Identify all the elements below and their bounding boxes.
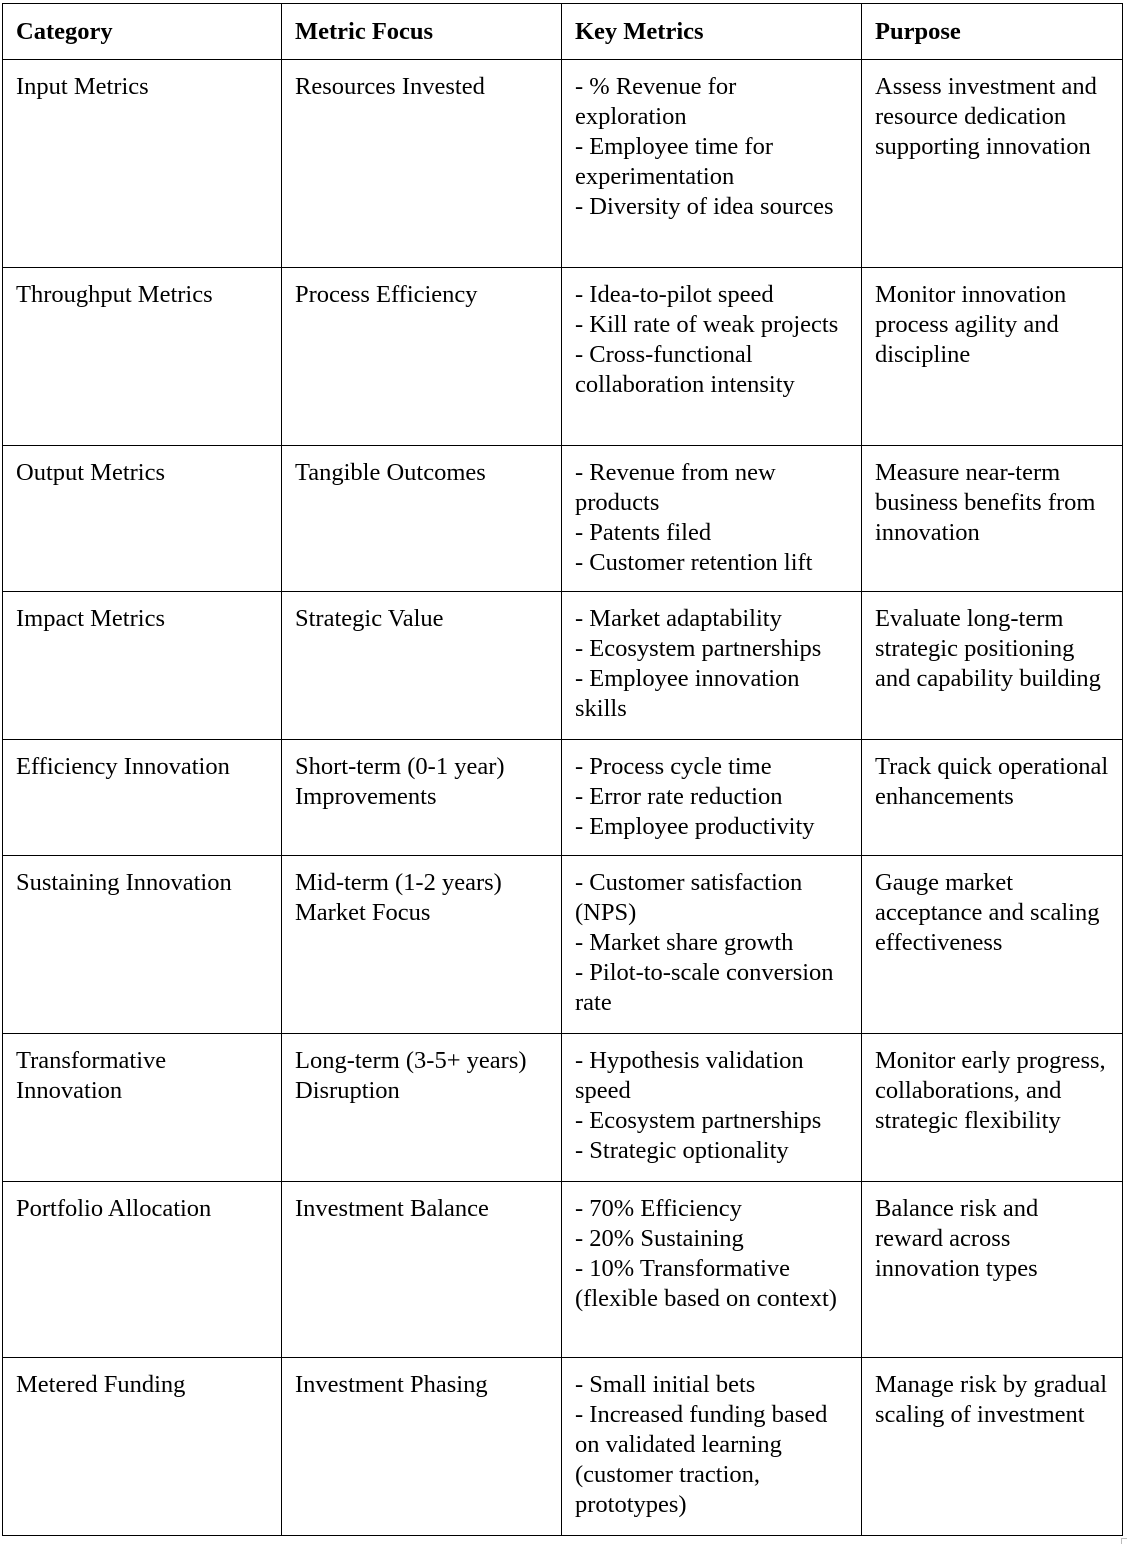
metrics-cell <box>562 446 862 592</box>
table-row <box>3 592 1123 740</box>
purpose-cell: Measure near-term business benefits from innovation <box>862 446 1123 592</box>
metrics-cell <box>562 1182 862 1358</box>
focus-cell: Resources Invested <box>282 60 562 268</box>
focus-cell: Short-term (0-1 year) Improvements <box>282 740 562 856</box>
header-metric-focus: Metric Focus <box>282 4 562 60</box>
table-row <box>3 60 1123 268</box>
focus-cell: Process Efficiency <box>282 268 562 446</box>
metric-item: - Market share growth <box>575 929 794 956</box>
table-row <box>3 740 1123 856</box>
header-row <box>3 4 1123 60</box>
metric-item: - Revenue from new products <box>575 459 776 516</box>
focus-cell: Long-term (3-5+ years) Disruption <box>282 1034 562 1182</box>
metrics-cell <box>562 268 862 446</box>
focus-cell: Investment Phasing <box>282 1358 562 1536</box>
metrics-cell <box>562 592 862 740</box>
purpose-cell: Gauge market acceptance and scaling effectiveness <box>862 856 1123 1034</box>
category-cell: Sustaining Innovation <box>3 856 282 1034</box>
category-cell: Input Metrics <box>3 60 282 268</box>
category-cell: Metered Funding <box>3 1358 282 1536</box>
metric-item: - Employee time for experimentation <box>575 133 773 190</box>
metric-item: - Employee productivity <box>575 813 815 840</box>
metric-item: - Customer retention lift <box>575 549 813 576</box>
table-row <box>3 1182 1123 1358</box>
category-cell: Output Metrics <box>3 446 282 592</box>
metric-item: - Cross-functional collaboration intensity <box>575 341 795 398</box>
metric-item: - Idea-to-pilot speed <box>575 281 774 308</box>
purpose-cell: Track quick operational enhancements <box>862 740 1123 856</box>
metric-item: - Error rate reduction <box>575 783 783 810</box>
category-cell: Throughput Metrics <box>3 268 282 446</box>
category-cell: Impact Metrics <box>3 592 282 740</box>
metric-item: - Strategic optionality <box>575 1137 789 1164</box>
metric-item: - Ecosystem partnerships <box>575 1107 822 1134</box>
purpose-cell: Manage risk by gradual scaling of investment <box>862 1358 1123 1536</box>
metric-item: - % Revenue for exploration <box>575 73 737 130</box>
category-cell: Portfolio Allocation <box>3 1182 282 1358</box>
table-row <box>3 268 1123 446</box>
metric-item: - Ecosystem partnerships <box>575 635 822 662</box>
metric-item: - Kill rate of weak projects <box>575 311 839 338</box>
header-purpose: Purpose <box>862 4 1123 60</box>
metrics-cell <box>562 1034 862 1182</box>
focus-cell: Tangible Outcomes <box>282 446 562 592</box>
metric-item: - 70% Efficiency <box>575 1195 742 1222</box>
table-row <box>3 1034 1123 1182</box>
metric-item: - Customer satisfaction (NPS) <box>575 869 803 926</box>
purpose-cell: Evaluate long-term strategic positioning and capability building <box>862 592 1123 740</box>
metrics-cell <box>562 856 862 1034</box>
table-row <box>3 446 1123 592</box>
category-cell: Transformative Innovation <box>3 1034 282 1182</box>
metric-item: - Process cycle time <box>575 753 772 780</box>
category-cell: Efficiency Innovation <box>3 740 282 856</box>
header-key-metrics: Key Metrics <box>562 4 862 60</box>
focus-cell: Strategic Value <box>282 592 562 740</box>
focus-cell: Mid-term (1-2 years) Market Focus <box>282 856 562 1034</box>
metrics-cell <box>562 740 862 856</box>
metrics-cell <box>562 60 862 268</box>
metric-item: - Market adaptability <box>575 605 782 632</box>
purpose-cell: Monitor innovation process agility and discipline <box>862 268 1123 446</box>
metric-item: - Patents filed <box>575 519 712 546</box>
metric-item: - Small initial bets <box>575 1371 756 1398</box>
metric-item: - Diversity of idea sources <box>575 193 834 220</box>
focus-cell: Investment Balance <box>282 1182 562 1358</box>
table-row <box>3 856 1123 1034</box>
metric-item: - Pilot-to-scale conversion rate <box>575 959 834 1016</box>
metrics-cell <box>562 1358 862 1536</box>
metrics-table <box>2 3 1123 1536</box>
purpose-cell: Monitor early progress, collaborations, and strategic flexibility <box>862 1034 1123 1182</box>
metric-item: - Hypothesis validation speed <box>575 1047 804 1104</box>
header-category: Category <box>3 4 282 60</box>
metric-item: - Employee innovation skills <box>575 665 800 722</box>
table-row <box>3 1358 1123 1536</box>
metric-item: - 20% Sustaining <box>575 1225 744 1252</box>
metric-item: - Increased funding based on validated learning (customer traction, prototypes) <box>575 1401 828 1518</box>
purpose-cell: Balance risk and reward across innovation types <box>862 1182 1123 1358</box>
purpose-cell: Assess investment and resource dedication supporting innovation <box>862 60 1123 268</box>
corner-mark <box>1121 1538 1127 1544</box>
metric-item: - 10% Transformative (flexible based on context) <box>575 1255 837 1312</box>
